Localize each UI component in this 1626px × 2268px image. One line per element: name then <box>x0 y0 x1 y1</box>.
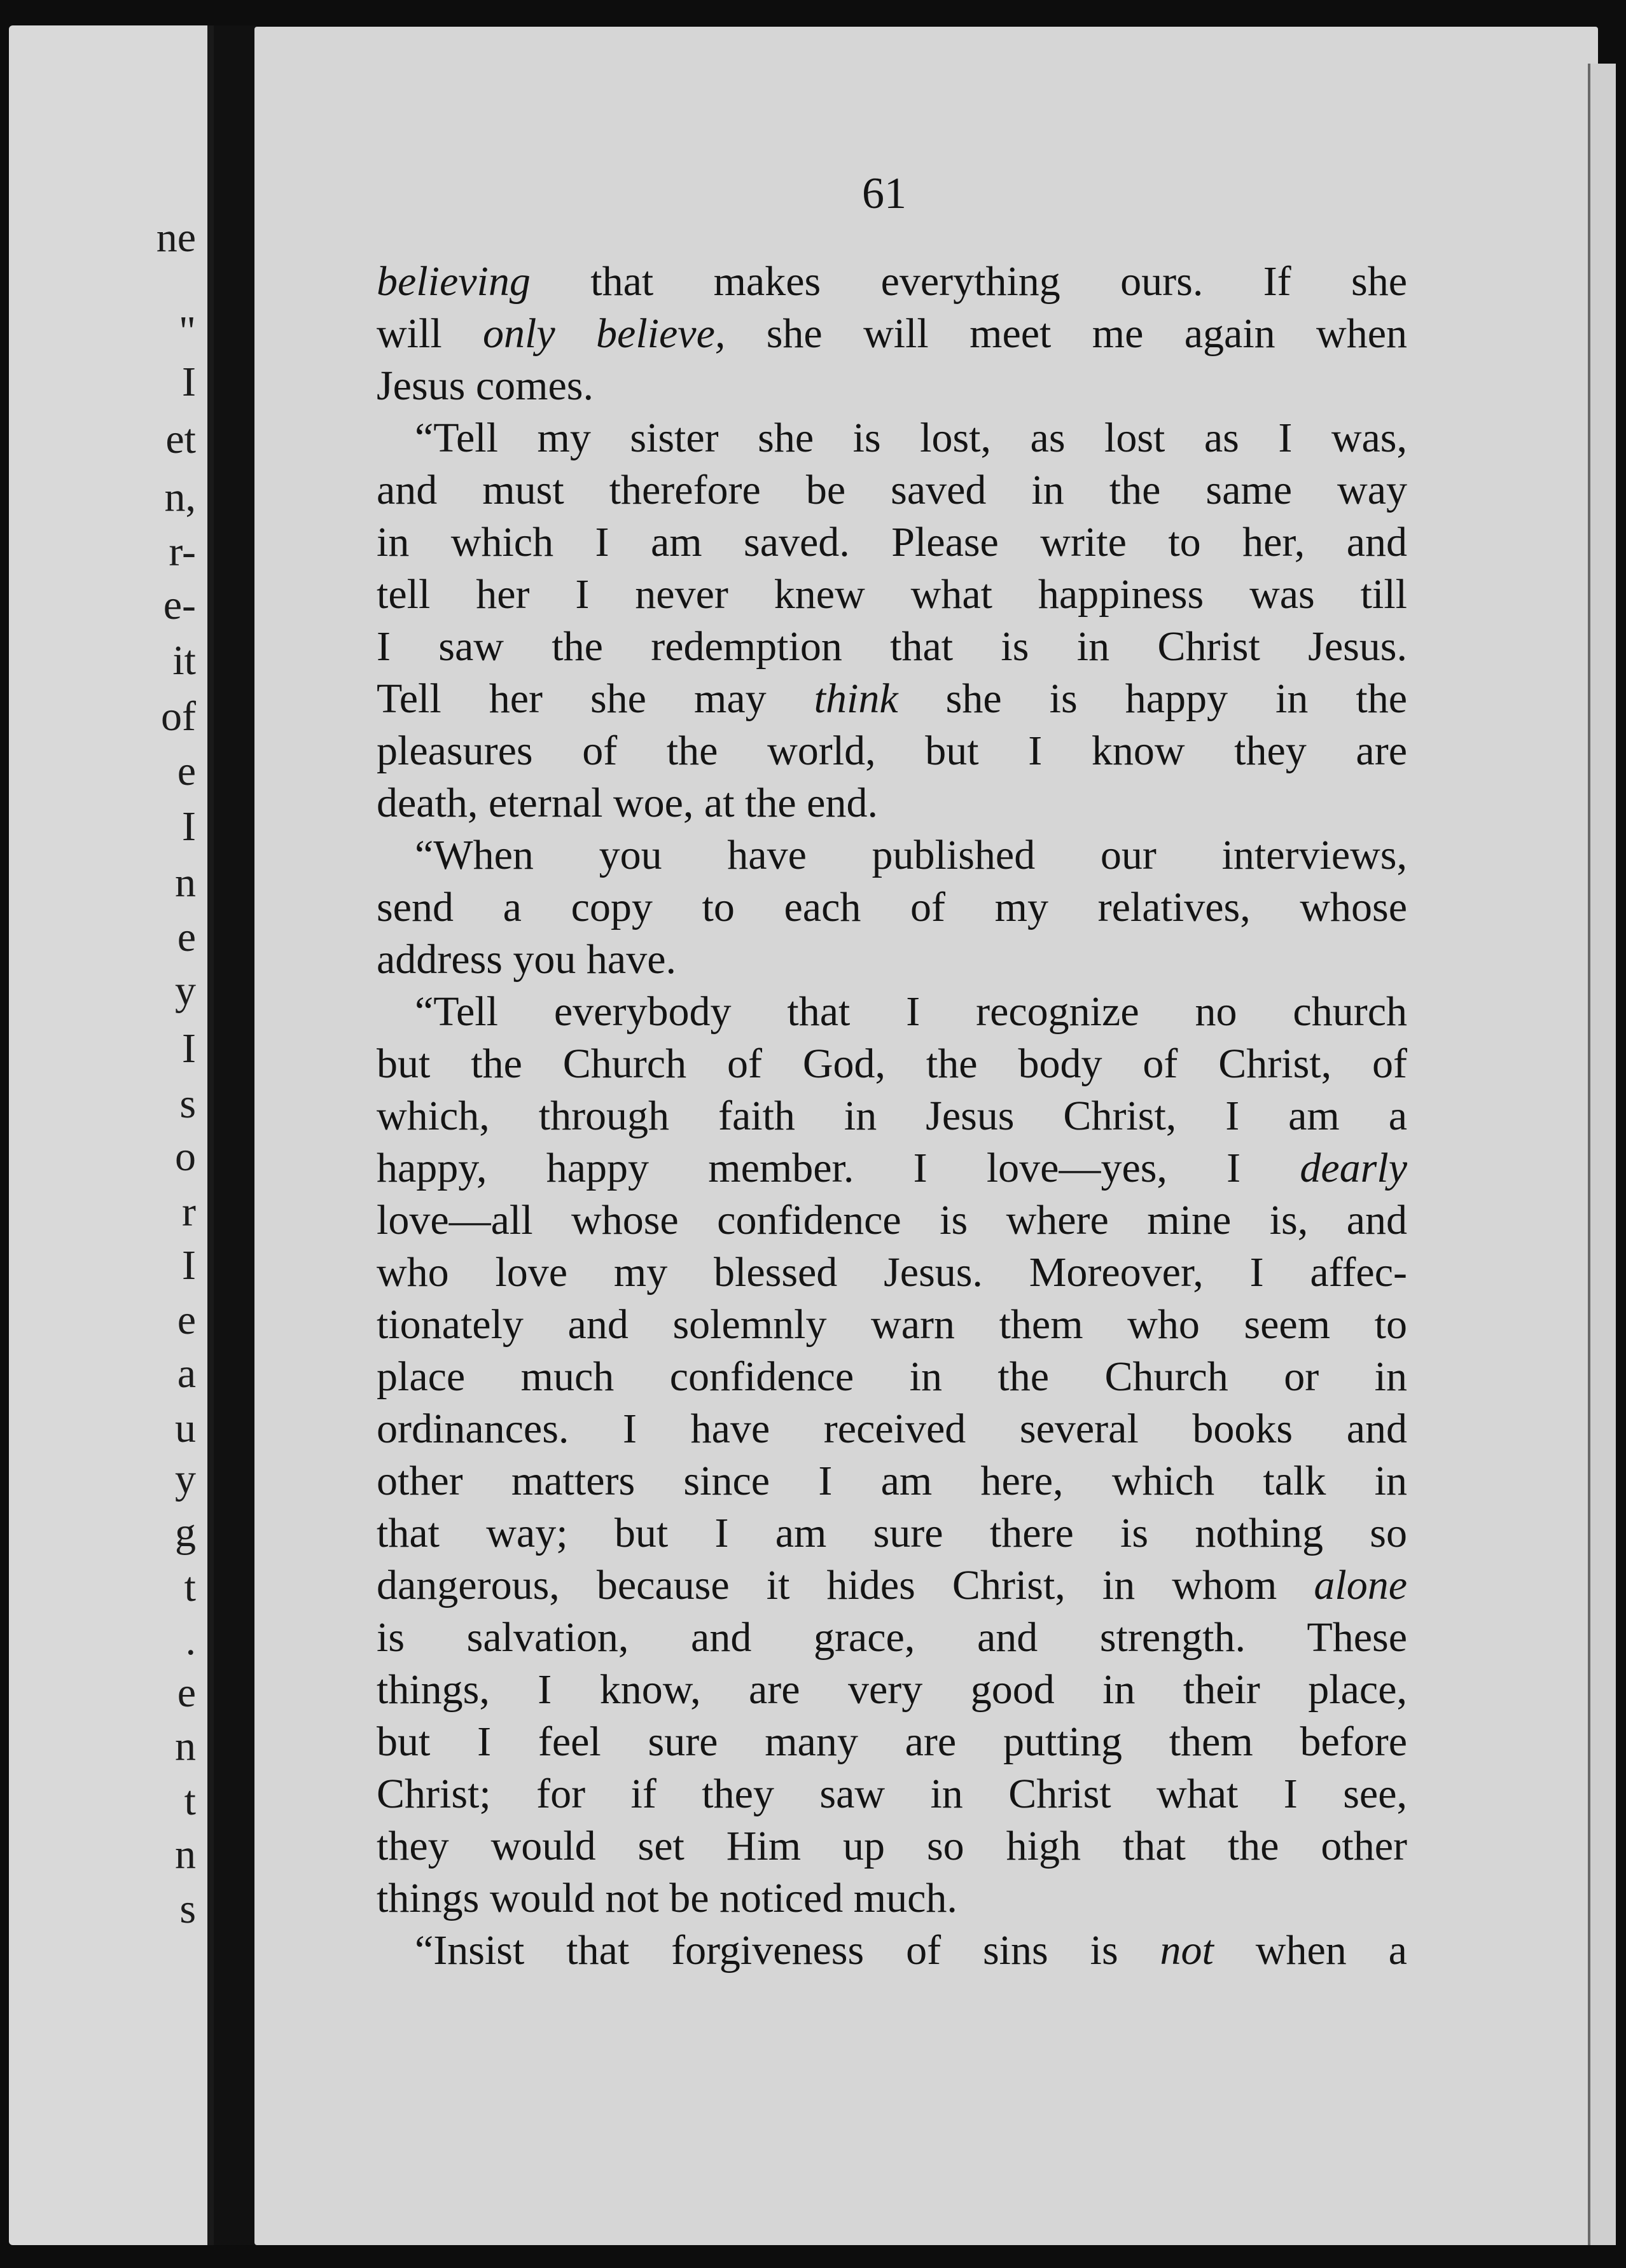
text-line <box>377 1299 1407 1351</box>
text-run: dangerous, because it hides Christ, in whom <box>377 1562 1314 1608</box>
left-page-fragment-text: e <box>177 748 196 795</box>
text-line <box>377 777 1407 829</box>
text-line <box>377 1820 1407 1872</box>
left-page-fragment-text: y <box>175 967 196 1014</box>
text-run: things, I know, are very good in their place, <box>377 1666 1407 1713</box>
text-run: “Tell everybody that I recognize no church <box>415 988 1407 1035</box>
text-run: tell her I never knew what happiness was till <box>377 571 1407 618</box>
left-page-fragment-text: s <box>179 1886 196 1933</box>
left-page-fragment-text: e <box>177 1669 196 1716</box>
italic-run: think <box>814 675 898 722</box>
paragraph <box>377 829 1407 986</box>
left-page-fragment-text: n, <box>164 474 196 521</box>
text-run: is salvation, and grace, and strength. These <box>377 1614 1407 1661</box>
left-page-fragment-text: u <box>175 1405 196 1452</box>
text-line <box>377 1872 1407 1925</box>
text-line <box>377 1247 1407 1299</box>
paragraph <box>377 412 1407 829</box>
left-page-fragment-text: s <box>179 1080 196 1127</box>
text-line <box>377 360 1407 412</box>
text-run: happy, happy member. I love—yes, I <box>377 1145 1300 1191</box>
left-page-fragment-text: e <box>177 1297 196 1343</box>
text-line <box>377 1194 1407 1247</box>
text-run: that makes everything ours. If she <box>530 258 1407 305</box>
italic-run: not <box>1160 1927 1214 1974</box>
left-page-edge <box>207 25 214 2245</box>
text-run: address you have. <box>377 936 677 983</box>
paragraph <box>377 256 1407 412</box>
italic-run: alone <box>1314 1562 1407 1608</box>
text-run: “Tell my sister she is lost, as lost as I was, <box>415 415 1407 461</box>
text-line <box>377 1090 1407 1142</box>
text-run: Christ; for if they saw in Christ what I see, <box>377 1771 1407 1817</box>
left-page-fragment-text: n <box>175 1830 196 1877</box>
left-page-fragment-text: " <box>179 308 196 355</box>
left-page-fragment-text: y <box>175 1455 196 1502</box>
paragraph <box>377 1925 1407 1977</box>
paragraph <box>377 986 1407 1925</box>
left-page-fragment-text: I <box>182 1241 196 1289</box>
text-run: Tell her she may <box>377 675 814 722</box>
page-edge <box>1588 64 1616 2245</box>
italic-run: dearly <box>1300 1145 1407 1191</box>
text-line <box>377 1768 1407 1820</box>
left-page-fragment <box>9 25 214 2245</box>
left-page-fragment-text: n <box>175 859 196 906</box>
left-page-fragment-text: t <box>184 1777 196 1824</box>
left-page-fragment-text: n <box>175 1722 196 1769</box>
text-line <box>377 308 1407 360</box>
left-page-fragment-text: o <box>175 1133 196 1180</box>
text-line <box>377 464 1407 516</box>
left-page-fragment-text: r <box>182 1188 196 1235</box>
text-run: will <box>377 310 483 357</box>
text-line <box>377 1925 1407 1977</box>
text-run: she is happy in the <box>898 675 1407 722</box>
text-line <box>377 1351 1407 1403</box>
page-number: 61 <box>862 169 907 218</box>
text-line <box>377 673 1407 725</box>
text-run: they would set Him up so high that the other <box>377 1823 1407 1869</box>
text-run: which, through faith in Jesus Christ, I am a <box>377 1093 1407 1139</box>
text-line <box>377 934 1407 986</box>
text-run: I saw the redemption that is in Christ Jesus. <box>377 623 1407 670</box>
left-page-fragment-text: I <box>182 1025 196 1072</box>
text-line <box>377 1455 1407 1507</box>
text-line <box>377 256 1407 308</box>
left-page-fragment-text: I <box>182 358 196 405</box>
left-page-fragment-text: e <box>177 914 196 961</box>
text-run: that way; but I am sure there is nothing so <box>377 1510 1407 1556</box>
left-page-fragment-text: et <box>165 416 196 463</box>
text-line <box>377 1664 1407 1716</box>
text-line <box>377 1142 1407 1194</box>
text-run: and must therefore be saved in the same way <box>377 467 1407 513</box>
left-page-fragment-text: ne <box>156 214 196 261</box>
text-run: Jesus comes. <box>377 363 594 409</box>
left-page-fragment-text: e- <box>163 582 196 629</box>
text-run: send a copy to each of my relatives, whose <box>377 884 1407 930</box>
text-line <box>377 725 1407 777</box>
text-run: death, eternal woe, at the end. <box>377 780 878 826</box>
text-run: pleasures of the world, but I know they are <box>377 728 1407 774</box>
text-line <box>377 1716 1407 1768</box>
left-page-fragment-text: g <box>175 1509 196 1556</box>
text-run: she will meet me again when <box>725 310 1407 357</box>
left-page-fragment-text: I <box>182 803 196 850</box>
text-run: in which I am saved. Please write to her, and <box>377 519 1407 565</box>
text-run: but the Church of God, the body of Christ, of <box>377 1041 1407 1087</box>
text-line <box>377 1507 1407 1559</box>
text-line <box>377 1559 1407 1612</box>
book-gutter <box>214 25 257 2245</box>
left-page-fragment-text: . <box>185 1617 196 1664</box>
text-line <box>377 829 1407 882</box>
text-line <box>377 569 1407 621</box>
left-page-fragment-text: it <box>172 637 196 684</box>
text-line <box>377 516 1407 569</box>
left-page-fragment-text: r- <box>169 529 196 576</box>
text-run: when a <box>1213 1927 1407 1974</box>
text-line <box>377 986 1407 1038</box>
text-run: things would not be noticed much. <box>377 1875 957 1921</box>
text-line <box>377 412 1407 464</box>
italic-run: only believe, <box>483 310 726 357</box>
text-run: “When you have published our interviews, <box>415 832 1407 878</box>
text-line <box>377 882 1407 934</box>
text-run: but I feel sure many are putting them before <box>377 1718 1407 1765</box>
text-run: love—all whose confidence is where mine is, and <box>377 1197 1407 1243</box>
text-run: tionately and solemnly warn them who seem to <box>377 1301 1407 1348</box>
italic-run: believing <box>377 258 531 305</box>
text-line <box>377 1612 1407 1664</box>
text-run: “Insist that forgiveness of sins is <box>415 1927 1160 1974</box>
text-line <box>377 1403 1407 1455</box>
text-line <box>377 621 1407 673</box>
text-line <box>377 1038 1407 1090</box>
text-run: place much confidence in the Church or in <box>377 1353 1407 1400</box>
left-page-fragment-text: of <box>161 693 196 740</box>
text-run: ordinances. I have received several books and <box>377 1406 1407 1452</box>
text-run: other matters since I am here, which talk in <box>377 1458 1407 1504</box>
left-page-fragment-text: t <box>184 1563 196 1610</box>
page-body-text <box>377 256 1407 1977</box>
left-page-fragment-text: a <box>177 1350 196 1397</box>
text-run: who love my blessed Jesus. Moreover, I affec- <box>377 1249 1407 1296</box>
